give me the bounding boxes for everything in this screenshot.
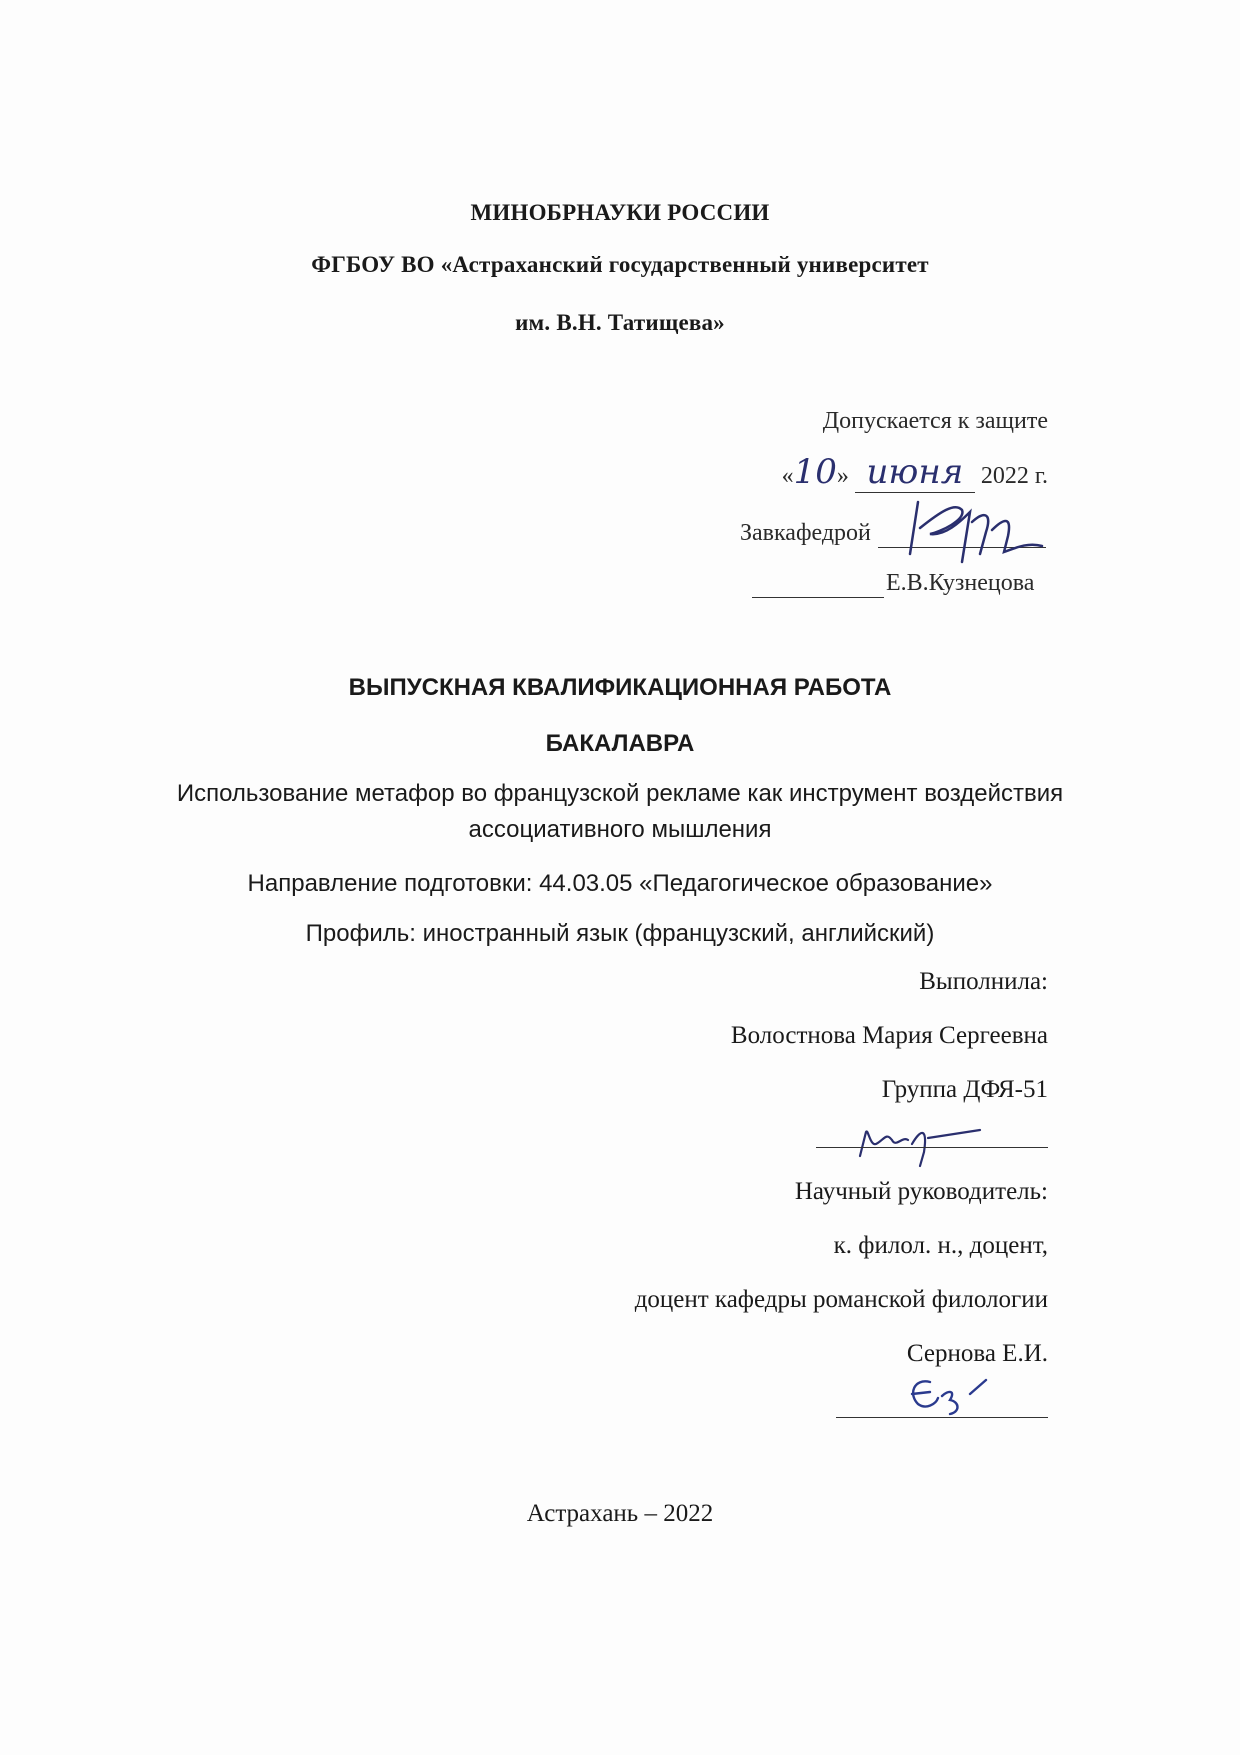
supervisor-name: Сернова Е.И. xyxy=(906,1340,1048,1367)
author-label: Выполнила: xyxy=(919,968,1048,995)
supervisor-signature-line xyxy=(836,1417,1048,1418)
head-name-line xyxy=(752,597,884,598)
city-year: Астрахань – 2022 xyxy=(526,1500,714,1527)
author-group: Группа ДФЯ-51 xyxy=(881,1076,1048,1103)
supervisor-label: Научный руководитель: xyxy=(794,1178,1048,1205)
supervisor-degree: к. филол. н., доцент, xyxy=(833,1232,1048,1259)
university-heading-line2: им. В.Н. Татищева» xyxy=(515,310,725,335)
date-open-quote: « xyxy=(781,463,794,489)
author-name: Волостнова Мария Сергеевна xyxy=(730,1022,1048,1049)
author-signature-icon xyxy=(840,1118,990,1168)
approval-date xyxy=(782,452,1048,493)
topic-line2: ассоциативного мышления xyxy=(468,816,772,843)
admitted-to-defense: Допускается к защите xyxy=(822,408,1048,434)
head-of-department-label: Завкафедрой xyxy=(740,520,871,546)
supervisor-position: доцент кафедры романской филологии xyxy=(634,1286,1048,1313)
head-signature-icon xyxy=(900,492,1050,567)
ministry-heading: МИНОБРНАУКИ РОССИИ xyxy=(470,200,770,225)
study-profile: Профиль: иностранный язык (французский, английский) xyxy=(305,920,935,947)
date-close-quote: » xyxy=(836,463,849,489)
date-year: 2022 г. xyxy=(980,463,1048,489)
topic-line1: Использование метафор во французской рекламе как инструмент воздействия xyxy=(176,780,1064,807)
work-title-line1: ВЫПУСКНАЯ КВАЛИФИКАЦИОННАЯ РАБОТА xyxy=(348,674,892,701)
supervisor-signature-icon xyxy=(900,1368,1010,1418)
date-month: июня xyxy=(855,452,975,493)
university-heading-line1: ФГБОУ ВО «Астраханский государственный университет xyxy=(311,252,929,277)
head-of-department-name: Е.В.Кузнецова xyxy=(886,570,1035,596)
work-title-line2: БАКАЛАВРА xyxy=(545,730,695,757)
author-signature-line xyxy=(816,1147,1048,1148)
date-day: 10 xyxy=(793,452,837,492)
study-direction: Направление подготовки: 44.03.05 «Педагогическое образование» xyxy=(247,870,993,897)
